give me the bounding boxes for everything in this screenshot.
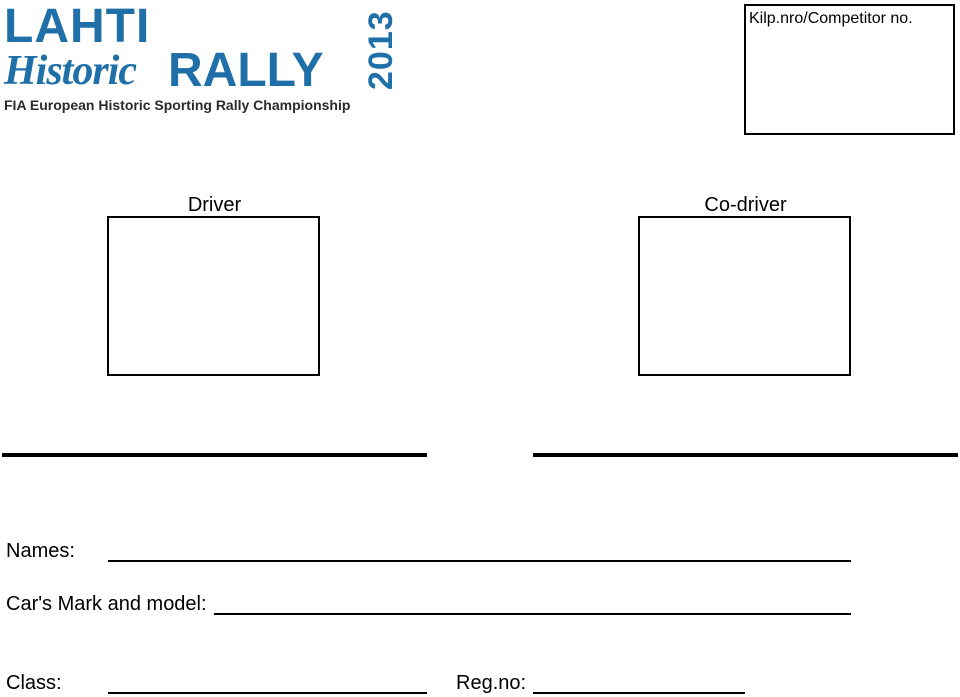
names-field[interactable] (108, 560, 851, 562)
logo-historic: Historic (4, 48, 137, 94)
names-label: Names: (6, 540, 75, 562)
reg-no-field[interactable] (533, 692, 745, 694)
driver-label: Driver (187, 194, 242, 216)
logo-subtitle: FIA European Historic Sporting Rally Championship (4, 97, 351, 113)
car-model-field[interactable] (214, 613, 851, 615)
car-model-label: Car's Mark and model: (6, 593, 207, 615)
class-label: Class: (6, 672, 62, 694)
logo-rally: RALLY (168, 44, 324, 97)
rally-logo (0, 0, 410, 120)
logo-lahti: LAHTI (4, 0, 151, 53)
competitor-number-label: Kilp.nro/Competitor no. (749, 10, 913, 27)
codriver-label: Co-driver (704, 194, 787, 216)
logo-year-text: 2013 (362, 10, 400, 90)
driver-photo-box[interactable] (107, 216, 320, 376)
codriver-signature-line[interactable] (533, 453, 958, 457)
class-field[interactable] (108, 692, 427, 694)
codriver-photo-box[interactable] (638, 216, 851, 376)
driver-signature-line[interactable] (2, 453, 427, 457)
reg-no-label: Reg.no: (456, 672, 527, 694)
